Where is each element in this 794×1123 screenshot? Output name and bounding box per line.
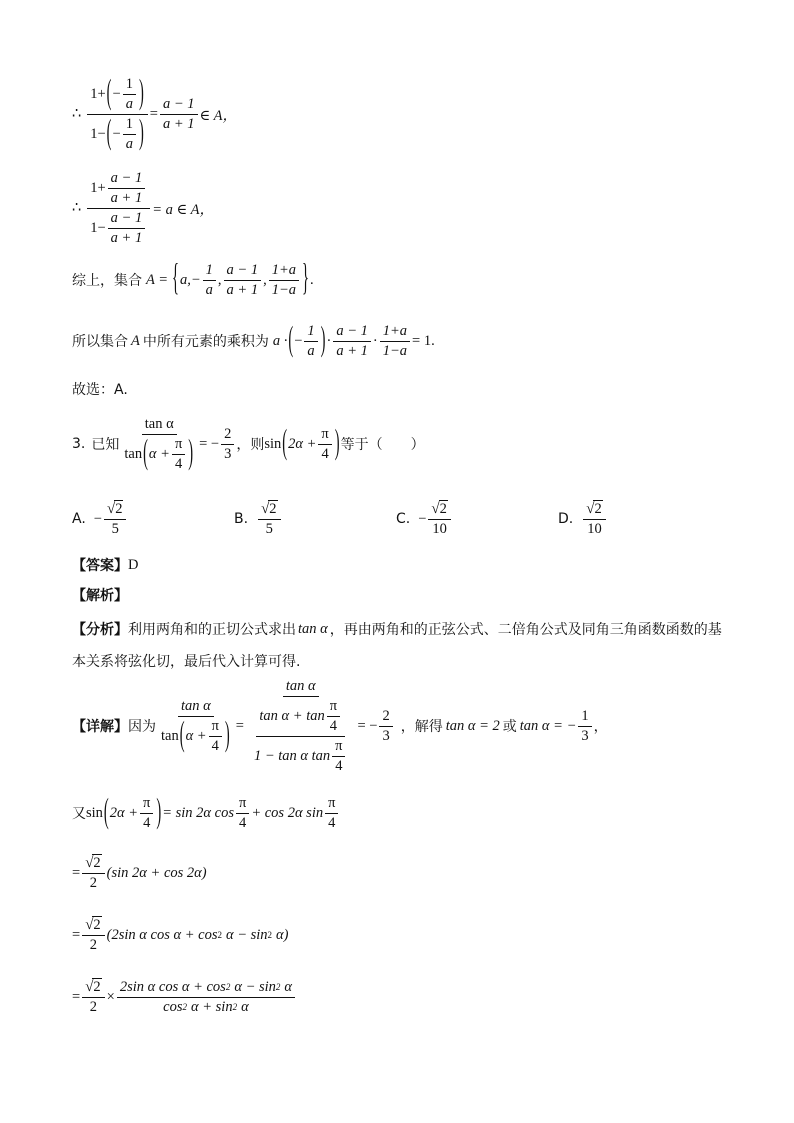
detail-frac-2: tan α tan α + tan $\frac{\pi}{4}$ 1 − tan α tan $\frac{\pi}{4}$	[246, 678, 356, 775]
detail-line: 【详解】 因为 tan α tan ( α + $\frac{\pi}{4}$ ) = tan α tan α + tan $\frac{\pi}{4}$ 1 − tan α tan $\frac{\pi}{4}$ = − $\frac{2}{3}$ ，解得 tan α = 2 或 tan α = − $\frac{1}{3}$ ，	[72, 677, 608, 774]
step2-result: = a ∈ A，	[152, 201, 214, 218]
summary-line: 综上，集合 A = { a,− $\frac{1}{a}$ , $\frac{a - 1}{a + 1}$ , $\frac{1+a}{1-a}$ } .	[72, 257, 314, 300]
detail-frac-1: tan α tan ( α + $\frac{\pi}{4}$ )	[161, 697, 230, 754]
in-A-text: ∈ A，	[199, 107, 237, 124]
therefore-symbol: ∴	[72, 105, 82, 122]
step1-line: ∴ 1 + ( − $\frac{1}{a}$ ) 1 − ( − $\frac{1}{a}$ ) = $\frac{a - 1}{a + 1}$ ∈ A，	[72, 73, 237, 152]
fenxi-line-1: 【分析】 利用两角和的正切公式求出 tan α ，再由两角和的正弦公式、二倍角公式及同角三角函数函数的基	[72, 620, 722, 638]
answer-tag: 【答案】	[72, 558, 128, 574]
fenxi-line-2: 本关系将弦化切，最后代入计算可得.	[72, 654, 301, 670]
question-number: 3.	[72, 436, 86, 452]
option-c[interactable]: C. − √ 2 10	[396, 496, 453, 542]
option-d[interactable]: D. √ 2 10	[558, 496, 608, 542]
fraction-a-1-over-a+1: $\frac{a - 1}{a + 1}$	[160, 96, 198, 133]
option-b[interactable]: B. √ 2 5	[234, 496, 283, 542]
equation-1: 又 sin ( 2α + $\frac{\pi}{4}$ ) = sin 2α cos $\frac{\pi}{4}$ + cos 2α sin $\frac{\pi}{4}$	[72, 790, 340, 836]
analysis-tag: 【解析】	[72, 588, 128, 604]
equation-4: = √ 2 2 × 2sin α cos α + cos 2 α − sin 2 α cos 2 α + sin 2 α	[72, 972, 297, 1022]
q3-fraction: tan α tan ( α + $\frac{\pi}{4}$ )	[124, 415, 194, 472]
equation-2: = √ 2 2 (sin 2α + cos 2α)	[72, 855, 207, 891]
fraction-step1: 1 + ( − $\frac{1}{a}$ ) 1 − ( − $\frac{1}{a}$ )	[87, 76, 148, 153]
answer-line	[72, 554, 138, 576]
fraction-step2: 1 + $\frac{a - 1}{a + 1}$ 1 − $\frac{a - 1}{a + 1}$	[87, 170, 150, 247]
equation-4-fraction: 2sin α cos α + cos 2 α − sin 2 α cos 2 α + sin 2 α	[117, 979, 295, 1016]
answer-value: D	[128, 556, 139, 573]
product-line: 所以集合 A 中所有元素的乘积为 a · ( − $\frac{1}{a}$ ) · $\frac{a - 1}{a + 1}$ · $\frac{1+a}{1-a}$ = 1.	[72, 320, 435, 359]
therefore-symbol: ∴	[72, 199, 82, 216]
step2-line	[72, 168, 214, 248]
option-a[interactable]: A. − √ 2 5	[72, 496, 128, 542]
choice-line: 故选：A.	[72, 382, 128, 398]
question-3: 3. 已知 tan α tan ( α + $\frac{\pi}{4}$ ) = − $\frac{2}{3}$ ，则 sin ( 2α + $\frac{\pi}{4}$ ) 等于（ ）	[72, 415, 425, 472]
equation-3: = √ 2 2 (2sin α cos α + cos 2 α − sin 2 α)	[72, 917, 289, 953]
